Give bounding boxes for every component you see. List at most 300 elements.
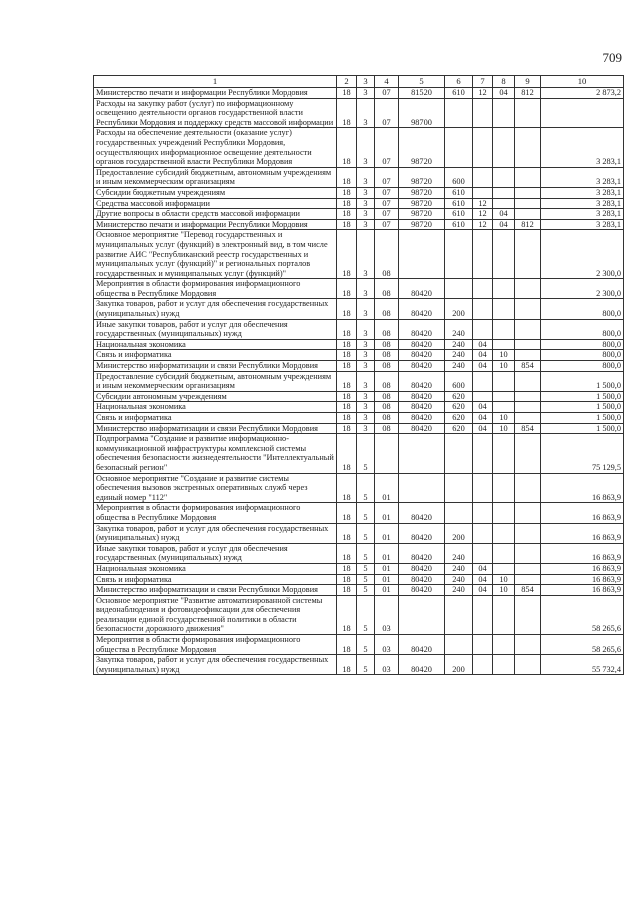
department-cell — [515, 543, 541, 563]
subsection-cell — [493, 198, 515, 209]
ministry-code-cell: 18 — [337, 209, 357, 220]
department-cell — [515, 434, 541, 473]
section-cell — [473, 167, 493, 187]
expense-type-cell — [445, 128, 473, 167]
program-code-cell: 5 — [357, 574, 375, 585]
department-cell — [515, 230, 541, 279]
table-row — [94, 128, 624, 167]
table-row — [94, 563, 624, 574]
direction-code-cell: 80420 — [399, 339, 445, 350]
ministry-code-cell: 18 — [337, 371, 357, 391]
amount-cell: 16 863,9 — [541, 574, 624, 585]
table-row — [94, 361, 624, 372]
table-row — [94, 434, 624, 473]
event-code-cell: 08 — [375, 350, 399, 361]
department-cell: 812 — [515, 88, 541, 99]
ministry-code-cell: 18 — [337, 339, 357, 350]
item-name-cell: Мероприятия в области формирования информационного общества в Республике Мордовия — [94, 503, 337, 523]
direction-code-cell — [399, 595, 445, 634]
event-code-cell: 08 — [375, 279, 399, 299]
subsection-cell — [493, 563, 515, 574]
department-cell — [515, 635, 541, 655]
department-cell — [515, 563, 541, 574]
direction-code-cell: 98720 — [399, 198, 445, 209]
direction-code-cell: 98720 — [399, 187, 445, 198]
program-code-cell: 3 — [357, 319, 375, 339]
subsection-cell — [493, 655, 515, 675]
amount-cell: 3 283,1 — [541, 209, 624, 220]
expense-type-cell: 600 — [445, 371, 473, 391]
subsection-cell — [493, 503, 515, 523]
section-cell — [473, 299, 493, 319]
page-number: 709 — [602, 50, 622, 65]
subsection-cell: 04 — [493, 209, 515, 220]
expense-type-cell — [445, 595, 473, 634]
program-code-cell: 5 — [357, 655, 375, 675]
department-cell — [515, 279, 541, 299]
section-cell: 04 — [473, 574, 493, 585]
subsection-cell — [493, 187, 515, 198]
expense-type-cell: 620 — [445, 413, 473, 424]
expense-type-cell: 200 — [445, 523, 473, 543]
direction-code-cell: 80420 — [399, 279, 445, 299]
table-row — [94, 655, 624, 675]
ministry-code-cell: 18 — [337, 167, 357, 187]
program-code-cell: 3 — [357, 209, 375, 220]
subsection-cell — [493, 595, 515, 634]
program-code-cell: 3 — [357, 413, 375, 424]
subsection-cell: 10 — [493, 423, 515, 434]
event-code-cell: 08 — [375, 391, 399, 402]
section-cell: 04 — [473, 423, 493, 434]
subsection-cell: 10 — [493, 350, 515, 361]
table-row — [94, 219, 624, 230]
header-cell: 2 — [337, 76, 357, 88]
event-code-cell: 07 — [375, 98, 399, 128]
department-cell — [515, 473, 541, 503]
ministry-code-cell: 18 — [337, 503, 357, 523]
table-row — [94, 279, 624, 299]
expense-type-cell: 610 — [445, 187, 473, 198]
expense-type-cell — [445, 503, 473, 523]
ministry-code-cell: 18 — [337, 423, 357, 434]
ministry-code-cell: 18 — [337, 361, 357, 372]
direction-code-cell: 81520 — [399, 88, 445, 99]
department-cell — [515, 209, 541, 220]
item-name-cell: Закупка товаров, работ и услуг для обеспечения государственных (муниципальных) нужд — [94, 655, 337, 675]
section-cell — [473, 655, 493, 675]
event-code-cell: 07 — [375, 219, 399, 230]
department-cell — [515, 350, 541, 361]
direction-code-cell: 98720 — [399, 209, 445, 220]
section-cell: 12 — [473, 209, 493, 220]
table-row — [94, 423, 624, 434]
subsection-cell — [493, 98, 515, 128]
section-cell: 04 — [473, 339, 493, 350]
section-cell: 12 — [473, 198, 493, 209]
section-cell — [473, 98, 493, 128]
event-code-cell: 01 — [375, 543, 399, 563]
header-cell: 5 — [399, 76, 445, 88]
expense-type-cell: 620 — [445, 391, 473, 402]
department-cell — [515, 413, 541, 424]
header-cell: 1 — [94, 76, 337, 88]
expense-type-cell: 200 — [445, 655, 473, 675]
section-cell: 12 — [473, 219, 493, 230]
item-name-cell: Национальная экономика — [94, 563, 337, 574]
program-code-cell: 3 — [357, 402, 375, 413]
section-cell — [473, 434, 493, 473]
ministry-code-cell: 18 — [337, 473, 357, 503]
table-row — [94, 473, 624, 503]
event-code-cell: 08 — [375, 319, 399, 339]
department-cell — [515, 523, 541, 543]
direction-code-cell: 80420 — [399, 319, 445, 339]
table-row — [94, 635, 624, 655]
direction-code-cell: 80420 — [399, 299, 445, 319]
amount-cell: 16 863,9 — [541, 473, 624, 503]
program-code-cell: 3 — [357, 198, 375, 209]
event-code-cell: 07 — [375, 128, 399, 167]
section-cell: 04 — [473, 402, 493, 413]
amount-cell: 75 129,5 — [541, 434, 624, 473]
item-name-cell: Расходы на обеспечение деятельности (оказание услуг) государственных учреждений Республики Мордовия, осуществляющих информационное освещение деятельности органов государственной власти Республики Мордовия — [94, 128, 337, 167]
direction-code-cell: 80420 — [399, 350, 445, 361]
table-row — [94, 198, 624, 209]
section-cell — [473, 503, 493, 523]
direction-code-cell: 80420 — [399, 361, 445, 372]
event-code-cell: 01 — [375, 473, 399, 503]
table-row — [94, 371, 624, 391]
amount-cell: 1 500,0 — [541, 413, 624, 424]
department-cell — [515, 391, 541, 402]
expense-type-cell: 240 — [445, 585, 473, 596]
event-code-cell: 03 — [375, 655, 399, 675]
table-row — [94, 595, 624, 634]
expense-type-cell: 240 — [445, 574, 473, 585]
ministry-code-cell: 18 — [337, 585, 357, 596]
item-name-cell: Субсидии бюджетным учреждениям — [94, 187, 337, 198]
direction-code-cell: 80420 — [399, 635, 445, 655]
expense-type-cell: 240 — [445, 361, 473, 372]
section-cell: 04 — [473, 350, 493, 361]
item-name-cell: Подпрограмма "Создание и развитие информационно-коммуникационной инфраструктуры комплексной системы обеспечения безопасности жизнедеятельности "Интеллектуальный безопасный регион" — [94, 434, 337, 473]
section-cell — [473, 319, 493, 339]
subsection-cell — [493, 543, 515, 563]
ministry-code-cell: 18 — [337, 523, 357, 543]
section-cell — [473, 279, 493, 299]
table-row — [94, 299, 624, 319]
table-row — [94, 350, 624, 361]
direction-code-cell: 80420 — [399, 655, 445, 675]
table-row — [94, 319, 624, 339]
item-name-cell: Закупка товаров, работ и услуг для обеспечения государственных (муниципальных) нужд — [94, 299, 337, 319]
direction-code-cell: 98700 — [399, 98, 445, 128]
ministry-code-cell: 18 — [337, 402, 357, 413]
ministry-code-cell: 18 — [337, 655, 357, 675]
program-code-cell: 3 — [357, 230, 375, 279]
table-row — [94, 574, 624, 585]
expense-type-cell: 620 — [445, 423, 473, 434]
ministry-code-cell: 18 — [337, 595, 357, 634]
subsection-cell — [493, 391, 515, 402]
department-cell — [515, 595, 541, 634]
table-row — [94, 402, 624, 413]
item-name-cell: Национальная экономика — [94, 339, 337, 350]
ministry-code-cell: 18 — [337, 219, 357, 230]
event-code-cell: 07 — [375, 198, 399, 209]
section-cell — [473, 523, 493, 543]
item-name-cell: Иные закупки товаров, работ и услуг для обеспечения государственных (муниципальных) нужд — [94, 543, 337, 563]
direction-code-cell: 80420 — [399, 523, 445, 543]
item-name-cell: Министерство информатизации и связи Республики Мордовия — [94, 585, 337, 596]
event-code-cell: 03 — [375, 595, 399, 634]
ministry-code-cell: 18 — [337, 230, 357, 279]
expense-type-cell: 240 — [445, 319, 473, 339]
subsection-cell — [493, 434, 515, 473]
item-name-cell: Министерство информатизации и связи Республики Мордовия — [94, 361, 337, 372]
department-cell — [515, 339, 541, 350]
section-cell: 04 — [473, 413, 493, 424]
department-cell — [515, 299, 541, 319]
department-cell: 854 — [515, 423, 541, 434]
amount-cell: 1 500,0 — [541, 391, 624, 402]
event-code-cell: 01 — [375, 585, 399, 596]
expense-type-cell — [445, 473, 473, 503]
ministry-code-cell: 18 — [337, 198, 357, 209]
table-row — [94, 585, 624, 596]
table-row — [94, 543, 624, 563]
ministry-code-cell: 18 — [337, 413, 357, 424]
section-cell — [473, 371, 493, 391]
subsection-cell: 10 — [493, 361, 515, 372]
subsection-cell — [493, 299, 515, 319]
program-code-cell: 3 — [357, 371, 375, 391]
direction-code-cell: 80420 — [399, 402, 445, 413]
event-code-cell: 07 — [375, 187, 399, 198]
program-code-cell: 3 — [357, 219, 375, 230]
section-cell: 04 — [473, 585, 493, 596]
department-cell — [515, 371, 541, 391]
amount-cell: 800,0 — [541, 361, 624, 372]
subsection-cell — [493, 319, 515, 339]
item-name-cell: Предоставление субсидий бюджетным, автономным учреждениям и иным некоммерческим организациям — [94, 371, 337, 391]
amount-cell: 3 283,1 — [541, 219, 624, 230]
department-cell — [515, 655, 541, 675]
header-cell: 8 — [493, 76, 515, 88]
event-code-cell: 08 — [375, 413, 399, 424]
direction-code-cell — [399, 230, 445, 279]
ministry-code-cell: 18 — [337, 128, 357, 167]
program-code-cell: 3 — [357, 98, 375, 128]
program-code-cell: 5 — [357, 595, 375, 634]
event-code-cell: 07 — [375, 88, 399, 99]
expense-type-cell: 610 — [445, 219, 473, 230]
subsection-cell — [493, 402, 515, 413]
program-code-cell: 3 — [357, 391, 375, 402]
event-code-cell: 08 — [375, 402, 399, 413]
table-row — [94, 167, 624, 187]
subsection-cell — [493, 279, 515, 299]
item-name-cell: Предоставление субсидий бюджетным, автономным учреждениям и иным некоммерческим организациям — [94, 167, 337, 187]
expense-type-cell: 610 — [445, 209, 473, 220]
program-code-cell: 5 — [357, 473, 375, 503]
event-code-cell: 01 — [375, 503, 399, 523]
item-name-cell: Средства массовой информации — [94, 198, 337, 209]
event-code-cell: 08 — [375, 361, 399, 372]
direction-code-cell: 98720 — [399, 219, 445, 230]
item-name-cell: Другие вопросы в области средств массовой информации — [94, 209, 337, 220]
item-name-cell: Связь и информатика — [94, 350, 337, 361]
amount-cell — [541, 98, 624, 128]
program-code-cell: 3 — [357, 128, 375, 167]
expense-type-cell: 200 — [445, 299, 473, 319]
header-cell: 4 — [375, 76, 399, 88]
department-cell — [515, 503, 541, 523]
amount-cell: 3 283,1 — [541, 167, 624, 187]
subsection-cell — [493, 371, 515, 391]
ministry-code-cell: 18 — [337, 635, 357, 655]
item-name-cell: Основное мероприятие "Развитие автоматизированной системы видеонаблюдения и фотовидеофиксации для обеспечения реализации единой государственной политики в области безопасности дорожного движения" — [94, 595, 337, 634]
table-row — [94, 98, 624, 128]
table-row — [94, 503, 624, 523]
event-code-cell: 08 — [375, 299, 399, 319]
department-cell — [515, 402, 541, 413]
table-row — [94, 413, 624, 424]
program-code-cell: 5 — [357, 585, 375, 596]
expense-type-cell: 240 — [445, 350, 473, 361]
subsection-cell: 04 — [493, 219, 515, 230]
amount-cell: 58 265,6 — [541, 635, 624, 655]
program-code-cell: 3 — [357, 361, 375, 372]
item-name-cell: Расходы на закупку работ (услуг) по информационному освещению деятельности органов государственной власти Республики Мордовия и поддержку средств массовой информации — [94, 98, 337, 128]
event-code-cell: 08 — [375, 339, 399, 350]
amount-cell: 2 300,0 — [541, 279, 624, 299]
table-row — [94, 88, 624, 99]
direction-code-cell — [399, 434, 445, 473]
item-name-cell: Основное мероприятие "Перевод государственных и муниципальных услуг (функций) в электронный вид, в том числе развитие АИС "Республиканский реестр государственных и муниципальных услуг (функций)" и региональных порталов государственных и муниципальных услуг (функций)" — [94, 230, 337, 279]
ministry-code-cell: 18 — [337, 543, 357, 563]
table-row — [94, 391, 624, 402]
item-name-cell: Связь и информатика — [94, 413, 337, 424]
expense-type-cell — [445, 635, 473, 655]
program-code-cell: 5 — [357, 434, 375, 473]
amount-cell: 16 863,9 — [541, 523, 624, 543]
ministry-code-cell: 18 — [337, 563, 357, 574]
event-code-cell: 03 — [375, 635, 399, 655]
table-row — [94, 187, 624, 198]
program-code-cell: 3 — [357, 299, 375, 319]
ministry-code-cell: 18 — [337, 98, 357, 128]
amount-cell: 800,0 — [541, 339, 624, 350]
header-cell: 6 — [445, 76, 473, 88]
ministry-code-cell: 18 — [337, 434, 357, 473]
department-cell — [515, 574, 541, 585]
subsection-cell — [493, 635, 515, 655]
section-cell — [473, 391, 493, 402]
section-cell — [473, 473, 493, 503]
program-code-cell: 3 — [357, 187, 375, 198]
subsection-cell — [493, 230, 515, 279]
ministry-code-cell: 18 — [337, 88, 357, 99]
amount-cell: 1 500,0 — [541, 402, 624, 413]
event-code-cell: 01 — [375, 563, 399, 574]
subsection-cell — [493, 473, 515, 503]
ministry-code-cell: 18 — [337, 299, 357, 319]
item-name-cell: Мероприятия в области формирования информационного общества в Республике Мордовия — [94, 635, 337, 655]
subsection-cell — [493, 167, 515, 187]
subsection-cell — [493, 128, 515, 167]
direction-code-cell: 80420 — [399, 574, 445, 585]
table-row — [94, 230, 624, 279]
department-cell: 812 — [515, 219, 541, 230]
expense-type-cell: 610 — [445, 88, 473, 99]
subsection-cell: 10 — [493, 574, 515, 585]
section-cell: 04 — [473, 361, 493, 372]
program-code-cell: 5 — [357, 563, 375, 574]
program-code-cell: 3 — [357, 279, 375, 299]
direction-code-cell: 80420 — [399, 563, 445, 574]
direction-code-cell: 80420 — [399, 413, 445, 424]
ministry-code-cell: 18 — [337, 574, 357, 585]
expense-type-cell: 600 — [445, 167, 473, 187]
ministry-code-cell: 18 — [337, 187, 357, 198]
ministry-code-cell: 18 — [337, 319, 357, 339]
direction-code-cell — [399, 473, 445, 503]
direction-code-cell: 80420 — [399, 585, 445, 596]
department-cell — [515, 128, 541, 167]
program-code-cell: 3 — [357, 167, 375, 187]
expense-type-cell: 240 — [445, 543, 473, 563]
program-code-cell: 5 — [357, 523, 375, 543]
item-name-cell: Министерство печати и информации Республики Мордовия — [94, 88, 337, 99]
item-name-cell: Иные закупки товаров, работ и услуг для обеспечения государственных (муниципальных) нужд — [94, 319, 337, 339]
amount-cell: 2 300,0 — [541, 230, 624, 279]
direction-code-cell: 80420 — [399, 371, 445, 391]
ministry-code-cell: 18 — [337, 350, 357, 361]
header-cell: 3 — [357, 76, 375, 88]
section-cell — [473, 230, 493, 279]
amount-cell: 800,0 — [541, 350, 624, 361]
section-cell — [473, 128, 493, 167]
section-cell: 12 — [473, 88, 493, 99]
section-cell: 04 — [473, 563, 493, 574]
header-cell: 7 — [473, 76, 493, 88]
event-code-cell: 01 — [375, 523, 399, 543]
item-name-cell: Основное мероприятие "Создание и развитие системы обеспечения вызовов экстренных оперативных служб через единый номер "112" — [94, 473, 337, 503]
amount-cell: 16 863,9 — [541, 503, 624, 523]
event-code-cell — [375, 434, 399, 473]
header-cell: 10 — [541, 76, 624, 88]
event-code-cell: 07 — [375, 209, 399, 220]
amount-cell: 800,0 — [541, 319, 624, 339]
expense-type-cell — [445, 98, 473, 128]
department-cell — [515, 187, 541, 198]
amount-cell: 16 863,9 — [541, 563, 624, 574]
program-code-cell: 5 — [357, 503, 375, 523]
expense-type-cell: 610 — [445, 198, 473, 209]
direction-code-cell: 98720 — [399, 167, 445, 187]
ministry-code-cell: 18 — [337, 391, 357, 402]
direction-code-cell: 80420 — [399, 391, 445, 402]
item-name-cell: Министерство информатизации и связи Республики Мордовия — [94, 423, 337, 434]
event-code-cell: 08 — [375, 230, 399, 279]
expense-type-cell: 240 — [445, 563, 473, 574]
department-cell — [515, 167, 541, 187]
program-code-cell: 3 — [357, 339, 375, 350]
header-row — [94, 76, 624, 88]
amount-cell: 2 873,2 — [541, 88, 624, 99]
